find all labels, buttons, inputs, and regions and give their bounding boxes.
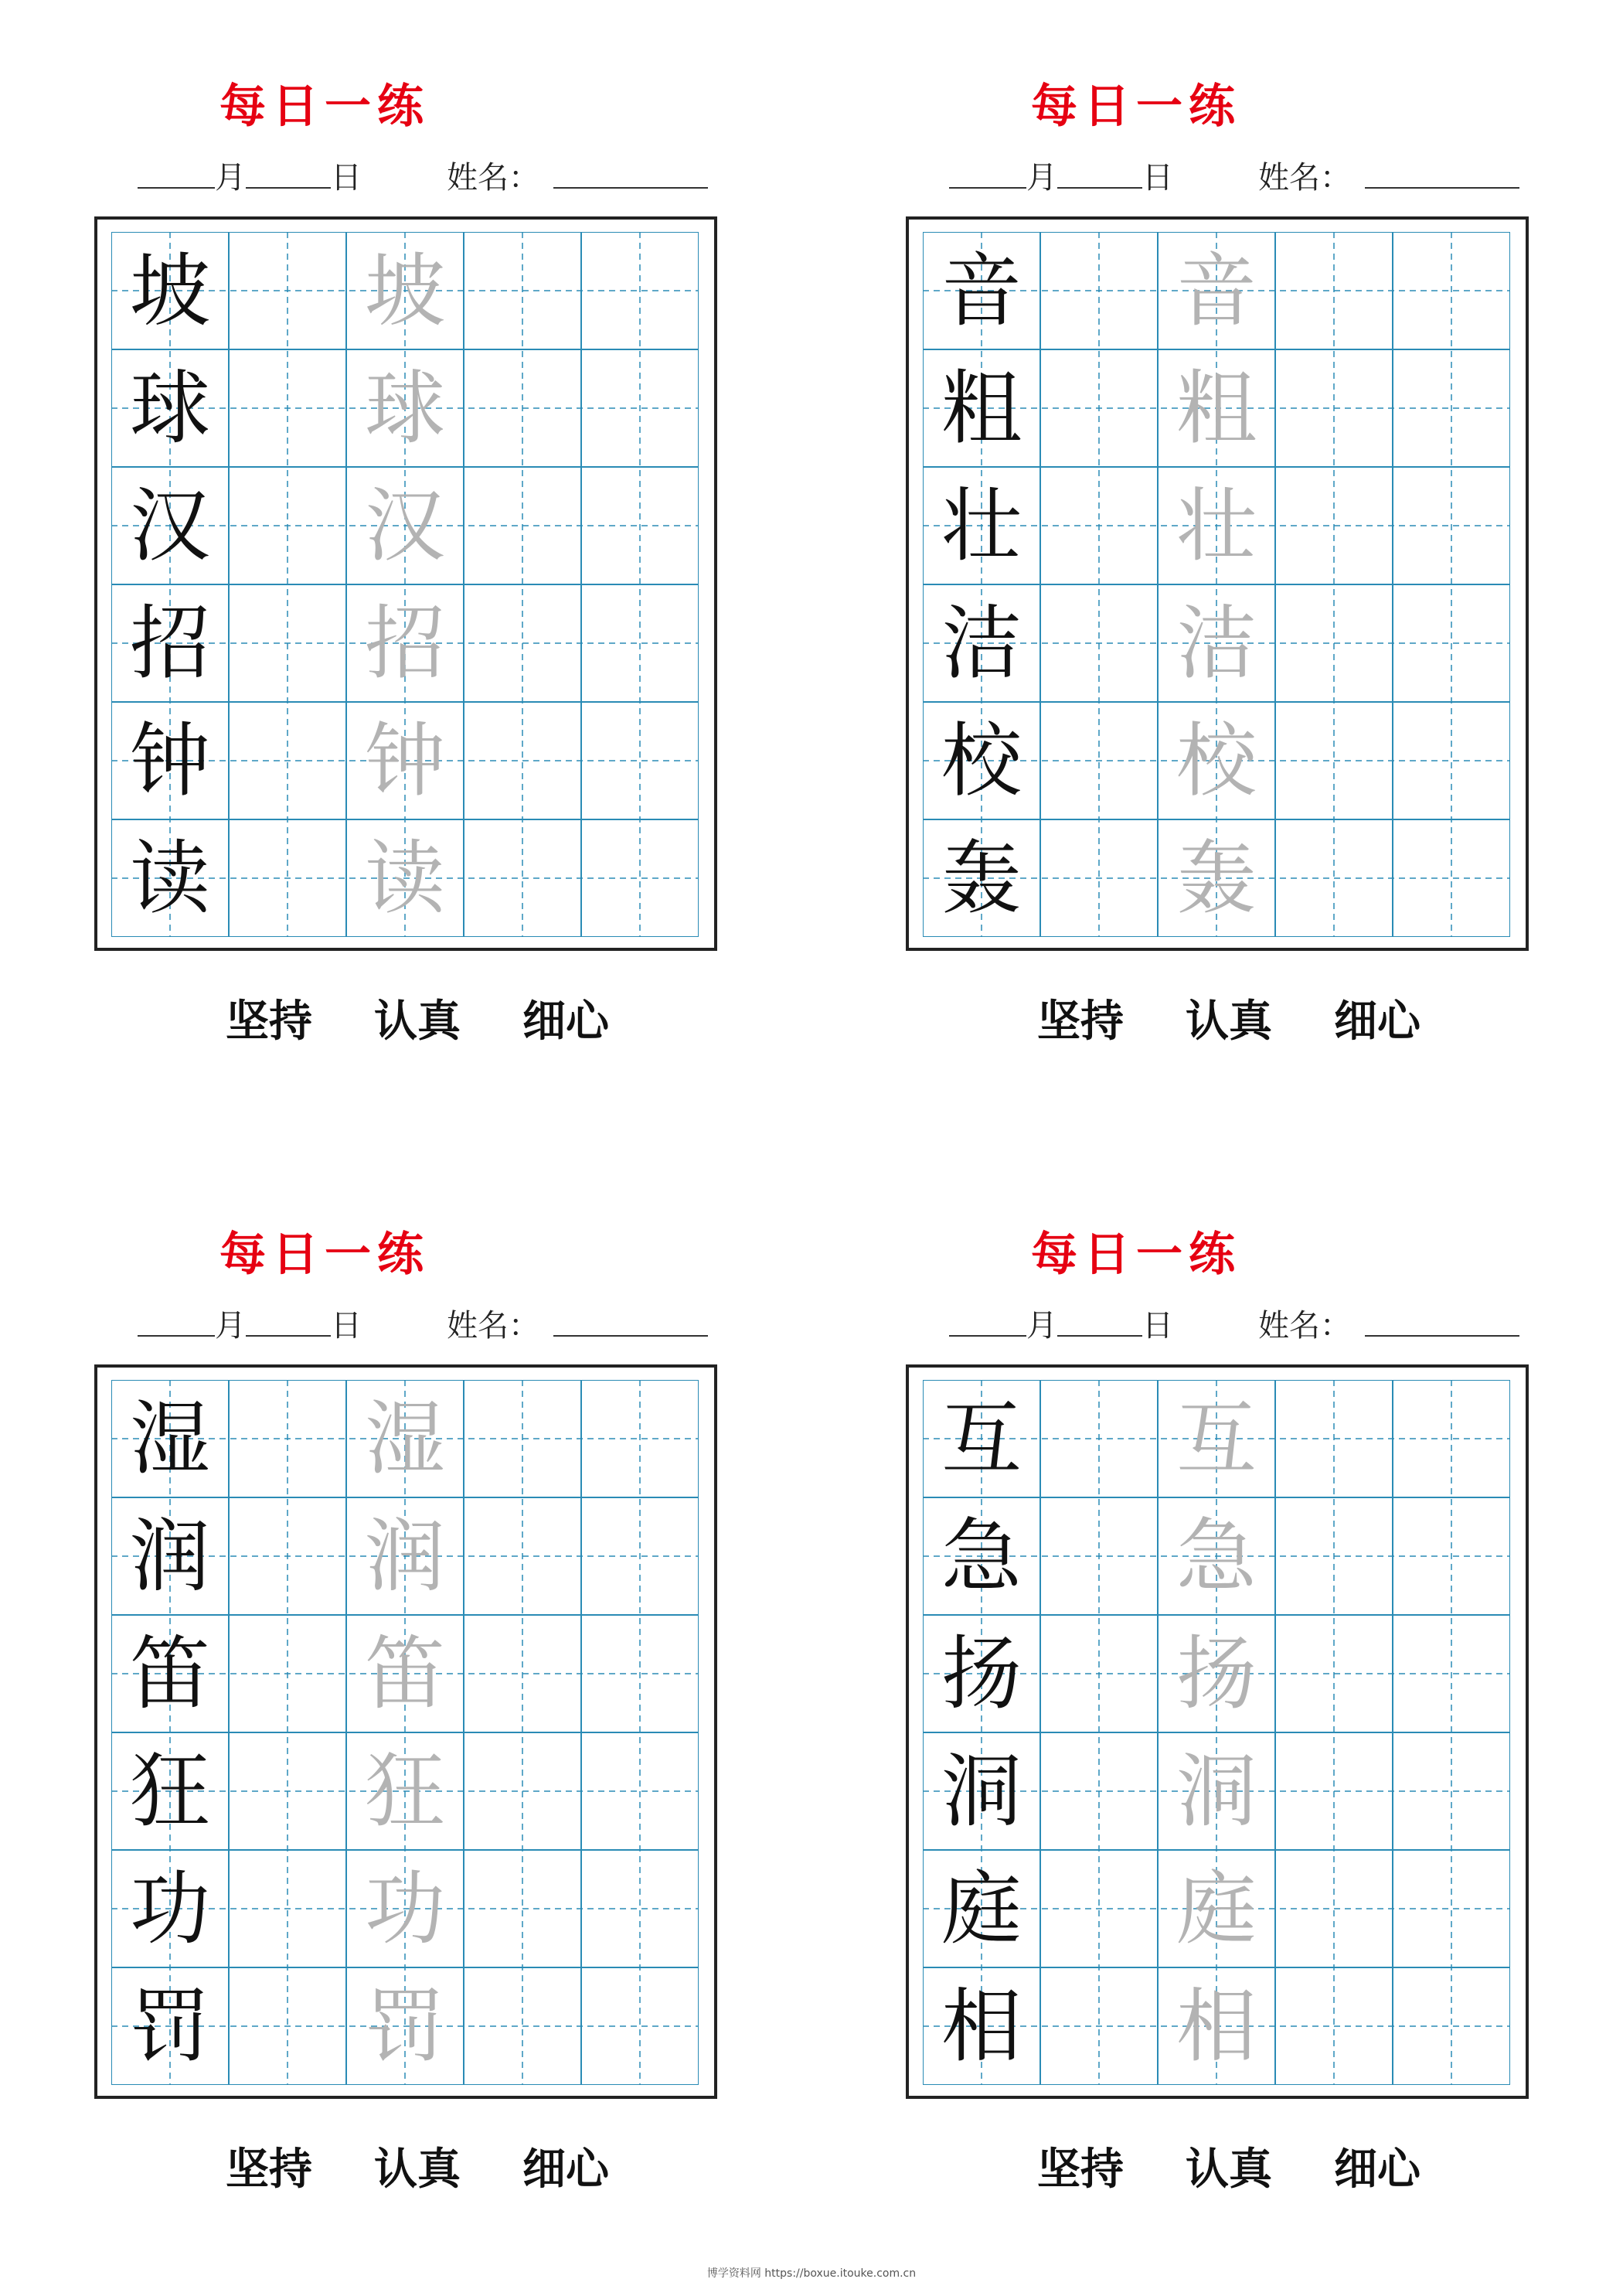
motto [889,987,1569,1049]
day-label: 日 [331,160,362,196]
practice-sheet [77,62,850,1098]
motto-item: 认真 [1186,2144,1272,2195]
model-character: 读 [129,831,210,925]
model-character: 招 [129,596,210,690]
sheet-title: 每日一练 [219,80,430,134]
motto [77,2135,757,2197]
model-character: 洞 [941,1744,1022,1838]
tian-grid [111,1380,699,2085]
motto-item: 细心 [522,2144,609,2195]
day-label: 日 [1142,1308,1173,1344]
month-blank[interactable] [949,1334,1026,1337]
day-blank[interactable] [1057,186,1142,189]
motto-item: 细心 [522,996,609,1047]
trace-character: 招 [364,596,445,690]
trace-character: 洁 [1176,596,1257,690]
model-character: 湿 [129,1392,210,1486]
trace-character: 互 [1176,1392,1257,1486]
month-label: 月 [1026,1308,1057,1344]
motto-item: 认真 [1186,996,1272,1047]
name-blank[interactable] [1365,1334,1519,1337]
trace-character: 壮 [1176,479,1257,573]
day-blank[interactable] [246,186,331,189]
model-character: 坡 [129,244,210,338]
day-label: 日 [331,1308,362,1344]
model-character: 粗 [941,361,1022,455]
sheet-title: 每日一练 [1031,80,1241,134]
month-label: 月 [215,1308,246,1344]
model-character: 急 [941,1509,1022,1603]
tian-grid [923,232,1510,937]
model-character: 球 [129,361,210,455]
model-character: 笛 [129,1627,210,1721]
practice-sheet [77,1210,850,2246]
model-character: 轰 [941,831,1022,925]
trace-character: 相 [1176,1979,1257,2073]
model-character: 扬 [941,1627,1022,1721]
trace-character: 功 [364,1862,445,1956]
model-character: 润 [129,1509,210,1603]
trace-character: 笛 [364,1627,445,1721]
trace-character: 庭 [1176,1862,1257,1956]
motto-item: 细心 [1334,996,1421,1047]
trace-character: 音 [1176,244,1257,338]
trace-character: 校 [1176,714,1257,808]
model-character: 罚 [129,1979,210,2073]
practice-sheet [889,62,1623,1098]
trace-character: 扬 [1176,1627,1257,1721]
name-label: 姓名： [447,1308,539,1344]
name-blank[interactable] [553,186,708,189]
trace-character: 轰 [1176,831,1257,925]
trace-character: 汉 [364,479,445,573]
trace-character: 洞 [1176,1744,1257,1838]
model-character: 钟 [129,714,210,808]
name-blank[interactable] [1365,186,1519,189]
practice-sheet [889,1210,1623,2246]
name-label: 姓名： [447,160,539,196]
footer-source: 博学资料网 https://boxue.itouke.com.cn [706,2267,917,2280]
motto [77,987,757,1049]
trace-character: 罚 [364,1979,445,2073]
month-label: 月 [215,160,246,196]
date-name-line [138,147,725,196]
model-character: 汉 [129,479,210,573]
grid-frame [906,216,1529,951]
name-blank[interactable] [553,1334,708,1337]
trace-character: 粗 [1176,361,1257,455]
model-character: 庭 [941,1862,1022,1956]
day-label: 日 [1142,160,1173,196]
model-character: 壮 [941,479,1022,573]
name-label: 姓名： [1258,160,1351,196]
grid-frame [94,1364,717,2099]
trace-character: 急 [1176,1509,1257,1603]
trace-character: 湿 [364,1392,445,1486]
motto-item: 认真 [374,996,461,1047]
trace-character: 坡 [364,244,445,338]
date-name-line [949,147,1536,196]
motto-item: 坚持 [226,2144,312,2195]
trace-character: 狂 [364,1744,445,1838]
trace-character: 钟 [364,714,445,808]
date-name-line [949,1295,1536,1344]
model-character: 洁 [941,596,1022,690]
day-blank[interactable] [246,1334,331,1337]
month-label: 月 [1026,160,1057,196]
month-blank[interactable] [138,1334,215,1337]
name-label: 姓名： [1258,1308,1351,1344]
model-character: 狂 [129,1744,210,1838]
trace-character: 球 [364,361,445,455]
month-blank[interactable] [949,186,1026,189]
model-character: 相 [941,1979,1022,2073]
trace-character: 读 [364,831,445,925]
motto-item: 细心 [1334,2144,1421,2195]
model-character: 音 [941,244,1022,338]
sheet-title: 每日一练 [219,1228,430,1282]
motto-item: 坚持 [1037,2144,1124,2195]
tian-grid [923,1380,1510,2085]
grid-frame [94,216,717,951]
model-character: 校 [941,714,1022,808]
tian-grid [111,232,699,937]
model-character: 功 [129,1862,210,1956]
motto-item: 坚持 [1037,996,1124,1047]
motto [889,2135,1569,2197]
trace-character: 润 [364,1509,445,1603]
model-character: 互 [941,1392,1022,1486]
motto-item: 认真 [374,2144,461,2195]
month-blank[interactable] [138,186,215,189]
date-name-line [138,1295,725,1344]
motto-item: 坚持 [226,996,312,1047]
day-blank[interactable] [1057,1334,1142,1337]
sheet-title: 每日一练 [1031,1228,1241,1282]
grid-frame [906,1364,1529,2099]
